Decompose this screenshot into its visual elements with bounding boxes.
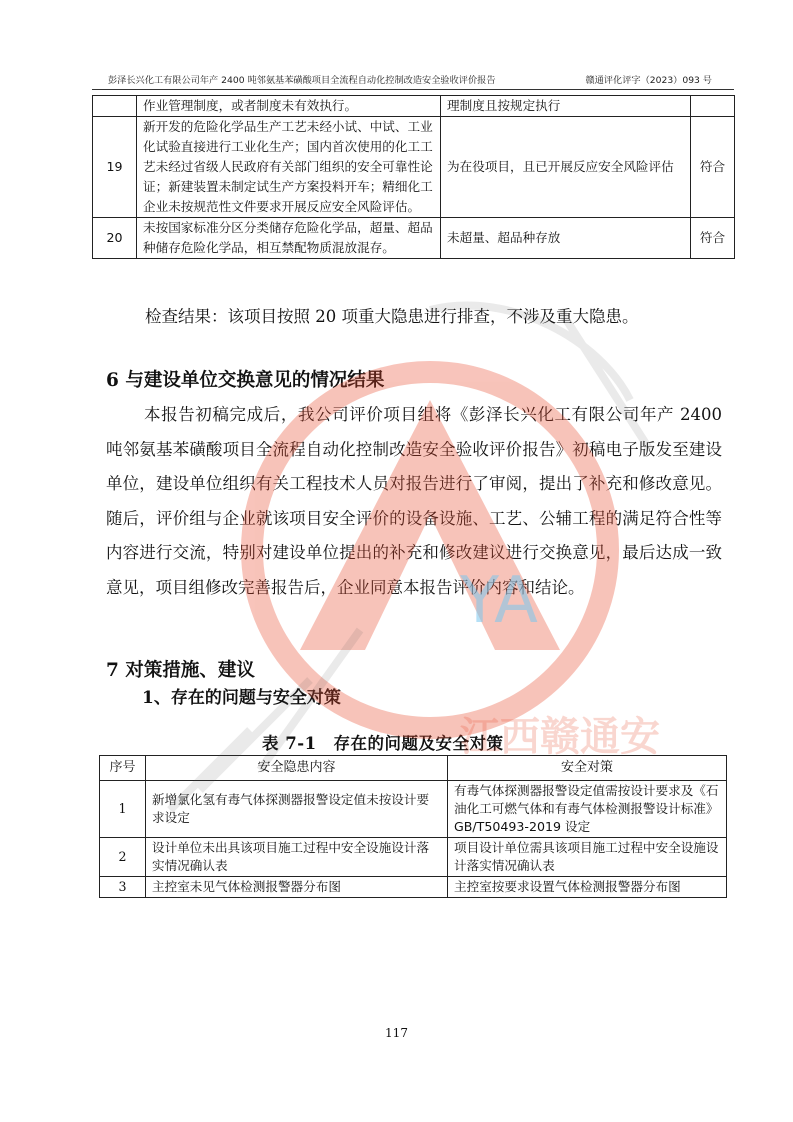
issue-cell: 主控室未见气体检测报警器分布图 <box>146 877 448 898</box>
hazard-item: 作业管理制度，或者制度未有效执行。 <box>137 96 441 117</box>
page-number: 117 <box>385 1026 408 1040</box>
check-result-cell <box>691 96 735 117</box>
table-row <box>93 218 735 259</box>
row-number: 3 <box>100 877 146 898</box>
issue-cell: 设计单位未出具该项目施工过程中安全设施设计落实情况确认表 <box>146 838 448 877</box>
actual-status: 为在役项目，且已开展反应安全风险评估 <box>441 117 691 218</box>
column-header: 安全对策 <box>448 756 727 781</box>
header-report-title: 彭泽长兴化工有限公司年产 2400 吨邻氨基苯磺酸项目全流程自动化控制改造安全验收评价报告 <box>108 75 496 86</box>
actual-status: 未超量、超品种存放 <box>441 218 691 259</box>
check-result-cell: 符合 <box>691 218 735 259</box>
table-row <box>93 96 735 117</box>
measure-cell: 主控室按要求设置气体检测报警器分布图 <box>448 877 727 898</box>
watermark-brand-text: 江西赣通安 <box>460 713 660 760</box>
row-number: 19 <box>93 117 137 218</box>
table-row <box>93 117 735 218</box>
section-7-title: 7 对策措施、建议 <box>106 660 255 681</box>
row-number: 20 <box>93 218 137 259</box>
hazard-check-table <box>92 95 735 259</box>
row-number <box>93 96 137 117</box>
page-header <box>108 68 712 86</box>
table-row <box>100 838 727 877</box>
header-report-number: 赣通评化评字（2023）093 号 <box>585 75 712 86</box>
table-header-row <box>100 756 727 781</box>
hazard-item: 新开发的危险化学品生产工艺未经小试、中试、工业化试验直接进行工业化生产；国内首次使用的化工工艺未经过省级人民政府有关部门组织的安全可靠性论证；新建装置未制定试生产方案投料开车；精细化工企业未按规范性文件要求开展反应安全风险评估。 <box>137 117 441 218</box>
issues-measures-table <box>99 755 727 898</box>
hazard-item: 未按国家标准分区分类储存危险化学品，超量、超品种储存危险化学品，相互禁配物质混放混存。 <box>137 218 441 259</box>
measure-cell: 有毒气体探测器报警设定值需按设计要求及《石油化工可燃气体和有毒气体检测报警设计标准》GB/T50493-2019 设定 <box>448 781 727 838</box>
table-caption: 表 7-1 存在的问题及安全对策 <box>262 734 504 753</box>
section-7-subtitle: 1、存在的问题与安全对策 <box>142 688 341 708</box>
header-divider <box>92 89 734 90</box>
section-6-title: 6 与建设单位交换意见的情况结果 <box>106 370 385 391</box>
actual-status: 理制度且按规定执行 <box>441 96 691 117</box>
row-number: 2 <box>100 838 146 877</box>
row-number: 1 <box>100 781 146 838</box>
measure-cell: 项目设计单位需具该项目施工过程中安全设施设计落实情况确认表 <box>448 838 727 877</box>
table-row <box>100 877 727 898</box>
column-header: 序号 <box>100 756 146 781</box>
seal-logo-text: YA <box>460 564 538 638</box>
column-header: 安全隐患内容 <box>146 756 448 781</box>
check-result-text: 检查结果：该项目按照 20 项重大隐患进行排查，不涉及重大隐患。 <box>145 307 639 326</box>
table-row <box>100 781 727 838</box>
issue-cell: 新增氯化氢有毒气体探测器报警设定值未按设计要求设定 <box>146 781 448 838</box>
check-result-cell: 符合 <box>691 117 735 218</box>
section-6-paragraph: 本报告初稿完成后，我公司评价项目组将《彭泽长兴化工有限公司年产 2400 吨邻氨基苯磺酸项目全流程自动化控制改造安全验收评价报告》初稿电子版发至建设单位，建设单位组织有关工程技术人员对报告进行了审阅，提出了补充和修改意见。随后，评价组与企业就该项目安全评价的设备设施、工艺、公辅工程的满足符合性等内容进行交流，特别对建设单位提出的补充和修改建议进行交换意见，最后达成一致意见，项目组修改完善报告后，企业同意本报告评价内容和结论。 <box>106 405 722 597</box>
